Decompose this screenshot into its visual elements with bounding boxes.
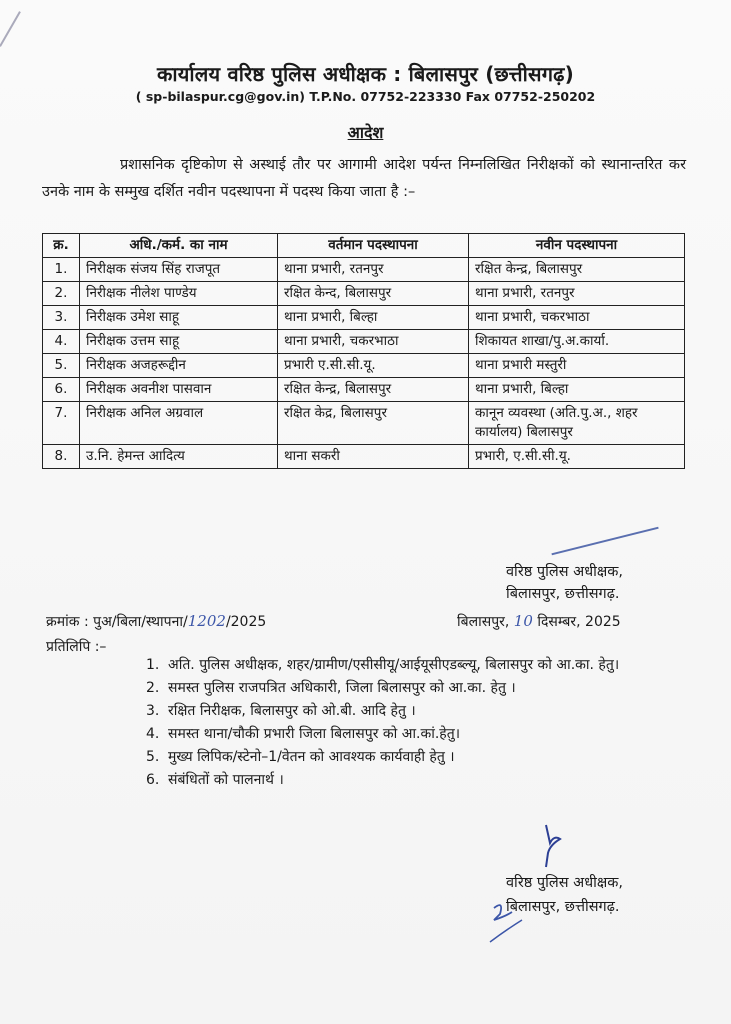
- scan-artifact: [0, 11, 21, 47]
- header-current-posting: वर्तमान पदस्थापना: [278, 234, 469, 258]
- row-sn: 7.: [43, 402, 80, 445]
- list-text: मुख्य लिपिक/स्टेनो–1/वेतन को आवश्यक कार्यवाही हेतु ।: [168, 749, 455, 765]
- row-new: शिकायत शाखा/पु.अ.कार्या.: [469, 330, 685, 354]
- row-sn: 1.: [43, 258, 80, 282]
- initial-scribble: [476, 890, 536, 950]
- date-month-year: दिसम्बर, 2025: [537, 614, 621, 630]
- list-number: 2.: [146, 680, 160, 696]
- order-number-suffix: /2025: [225, 614, 267, 630]
- office-contact: ( sp-bilaspur.cg@gov.in) T.P.No. 07752-223330 Fax 07752-250202: [135, 89, 596, 104]
- signature-stroke: [551, 527, 658, 555]
- row-sn: 8.: [43, 445, 80, 469]
- table-row: [43, 378, 685, 402]
- table-header-row: [43, 234, 685, 258]
- header-name: अधि./कर्म. का नाम: [80, 234, 278, 258]
- row-sn: 3.: [43, 306, 80, 330]
- list-text: संबंधितों को पालनार्थ ।: [168, 772, 284, 788]
- list-text: समस्त पुलिस राजपत्रित अधिकारी, जिला बिलासपुर को आ.का. हेतु ।: [168, 680, 516, 696]
- row-sn: 6.: [43, 378, 80, 402]
- table-row: [43, 306, 685, 330]
- row-current: थाना प्रभारी, रतनपुर: [278, 258, 469, 282]
- table-row: [43, 354, 685, 378]
- signatory-place: बिलासपुर, छत्तीसगढ़.: [506, 586, 620, 602]
- place: बिलासपुर,: [457, 614, 510, 630]
- list-item: [146, 746, 676, 769]
- table-row: [43, 445, 685, 469]
- table-row: [43, 330, 685, 354]
- row-current: थाना प्रभारी, चकरभाठा: [278, 330, 469, 354]
- copy-label: प्रतिलिपि :–: [46, 639, 107, 655]
- list-item: [146, 769, 676, 792]
- row-name: निरीक्षक अवनीश पासवान: [80, 378, 278, 402]
- list-item: [146, 677, 676, 700]
- row-new: रक्षित केन्द्र, बिलासपुर: [469, 258, 685, 282]
- row-new: थाना प्रभारी मस्तुरी: [469, 354, 685, 378]
- office-title: कार्यालय वरिष्ठ पुलिस अधीक्षक : बिलासपुर (छत्तीसगढ़): [157, 62, 574, 86]
- signatory-designation: वरिष्ठ पुलिस अधीक्षक,: [506, 564, 624, 580]
- row-name: उ.नि. हेमन्त आदित्य: [80, 445, 278, 469]
- header-new-posting: नवीन पदस्थापना: [469, 234, 685, 258]
- list-item: [146, 700, 676, 723]
- list-number: 4.: [146, 726, 160, 742]
- row-current: प्रभारी ए.सी.सी.यू.: [278, 354, 469, 378]
- row-new: थाना प्रभारी, रतनपुर: [469, 282, 685, 306]
- list-text: अति. पुलिस अधीक्षक, शहर/ग्रामीण/एसीसीयू/आईयूसीएडब्ल्यू, बिलासपुर को आ.का. हेतु।: [168, 657, 620, 673]
- order-heading: आदेश: [347, 123, 384, 142]
- signatory-place: बिलासपुर, छत्तीसगढ़.: [506, 899, 620, 915]
- list-text: रक्षित निरीक्षक, बिलासपुर को ओ.बी. आदि हेतु ।: [168, 703, 416, 719]
- copy-list: [146, 654, 676, 792]
- row-name: निरीक्षक उत्तम साहू: [80, 330, 278, 354]
- handwritten-signature: [536, 823, 576, 873]
- row-new: प्रभारी, ए.सी.सी.यू.: [469, 445, 685, 469]
- intro-paragraph: प्रशासनिक दृष्टिकोण से अस्थाई तौर पर आगामी आदेश पर्यन्त निम्नलिखित निरीक्षकों को स्थानान्तरित कर उनके नाम के सम्मुख दर्शित नवीन पदस्थापना में पदस्थ किया जाता है :–: [42, 157, 686, 200]
- signatory-designation: वरिष्ठ पुलिस अधीक्षक,: [506, 875, 624, 891]
- row-sn: 4.: [43, 330, 80, 354]
- list-item: [146, 723, 676, 746]
- row-name: निरीक्षक संजय सिंह राजपूत: [80, 258, 278, 282]
- table-row: [43, 282, 685, 306]
- row-current: थाना सकरी: [278, 445, 469, 469]
- row-name: निरीक्षक नीलेश पाण्डेय: [80, 282, 278, 306]
- order-number-handwritten: 1202: [187, 612, 226, 630]
- row-name: निरीक्षक अजहरूद्दीन: [80, 354, 278, 378]
- place-date: [457, 612, 621, 631]
- row-current: थाना प्रभारी, बिल्हा: [278, 306, 469, 330]
- row-sn: 5.: [43, 354, 80, 378]
- table-row: [43, 258, 685, 282]
- header-sn: क्र.: [43, 234, 80, 258]
- row-current: रक्षित केन्द्र, बिलासपुर: [278, 378, 469, 402]
- list-number: 6.: [146, 772, 160, 788]
- row-new: थाना प्रभारी, चकरभाठा: [469, 306, 685, 330]
- list-number: 1.: [146, 657, 160, 673]
- list-item: [146, 654, 676, 677]
- row-new: थाना प्रभारी, बिल्हा: [469, 378, 685, 402]
- row-new: कानून व्यवस्था (अति.पु.अ., शहर कार्यालय) बिलासपुर: [469, 402, 685, 445]
- list-text: समस्त थाना/चौकी प्रभारी जिला बिलासपुर को आ.कां.हेतु।: [168, 726, 461, 742]
- order-number-prefix: क्रमांक : पुअ/बिला/स्थापना/: [46, 614, 188, 630]
- list-number: 5.: [146, 749, 160, 765]
- row-current: रक्षित केद्र, बिलासपुर: [278, 402, 469, 445]
- row-sn: 2.: [43, 282, 80, 306]
- transfer-table: [42, 233, 685, 469]
- row-name: निरीक्षक उमेश साहू: [80, 306, 278, 330]
- list-number: 3.: [146, 703, 160, 719]
- signatory-block-top: [506, 561, 623, 605]
- date-day-handwritten: 10: [513, 612, 533, 630]
- order-number: [46, 612, 266, 631]
- row-name: निरीक्षक अनिल अग्रवाल: [80, 402, 278, 445]
- table-row: [43, 402, 685, 445]
- row-current: रक्षित केन्द, बिलासपुर: [278, 282, 469, 306]
